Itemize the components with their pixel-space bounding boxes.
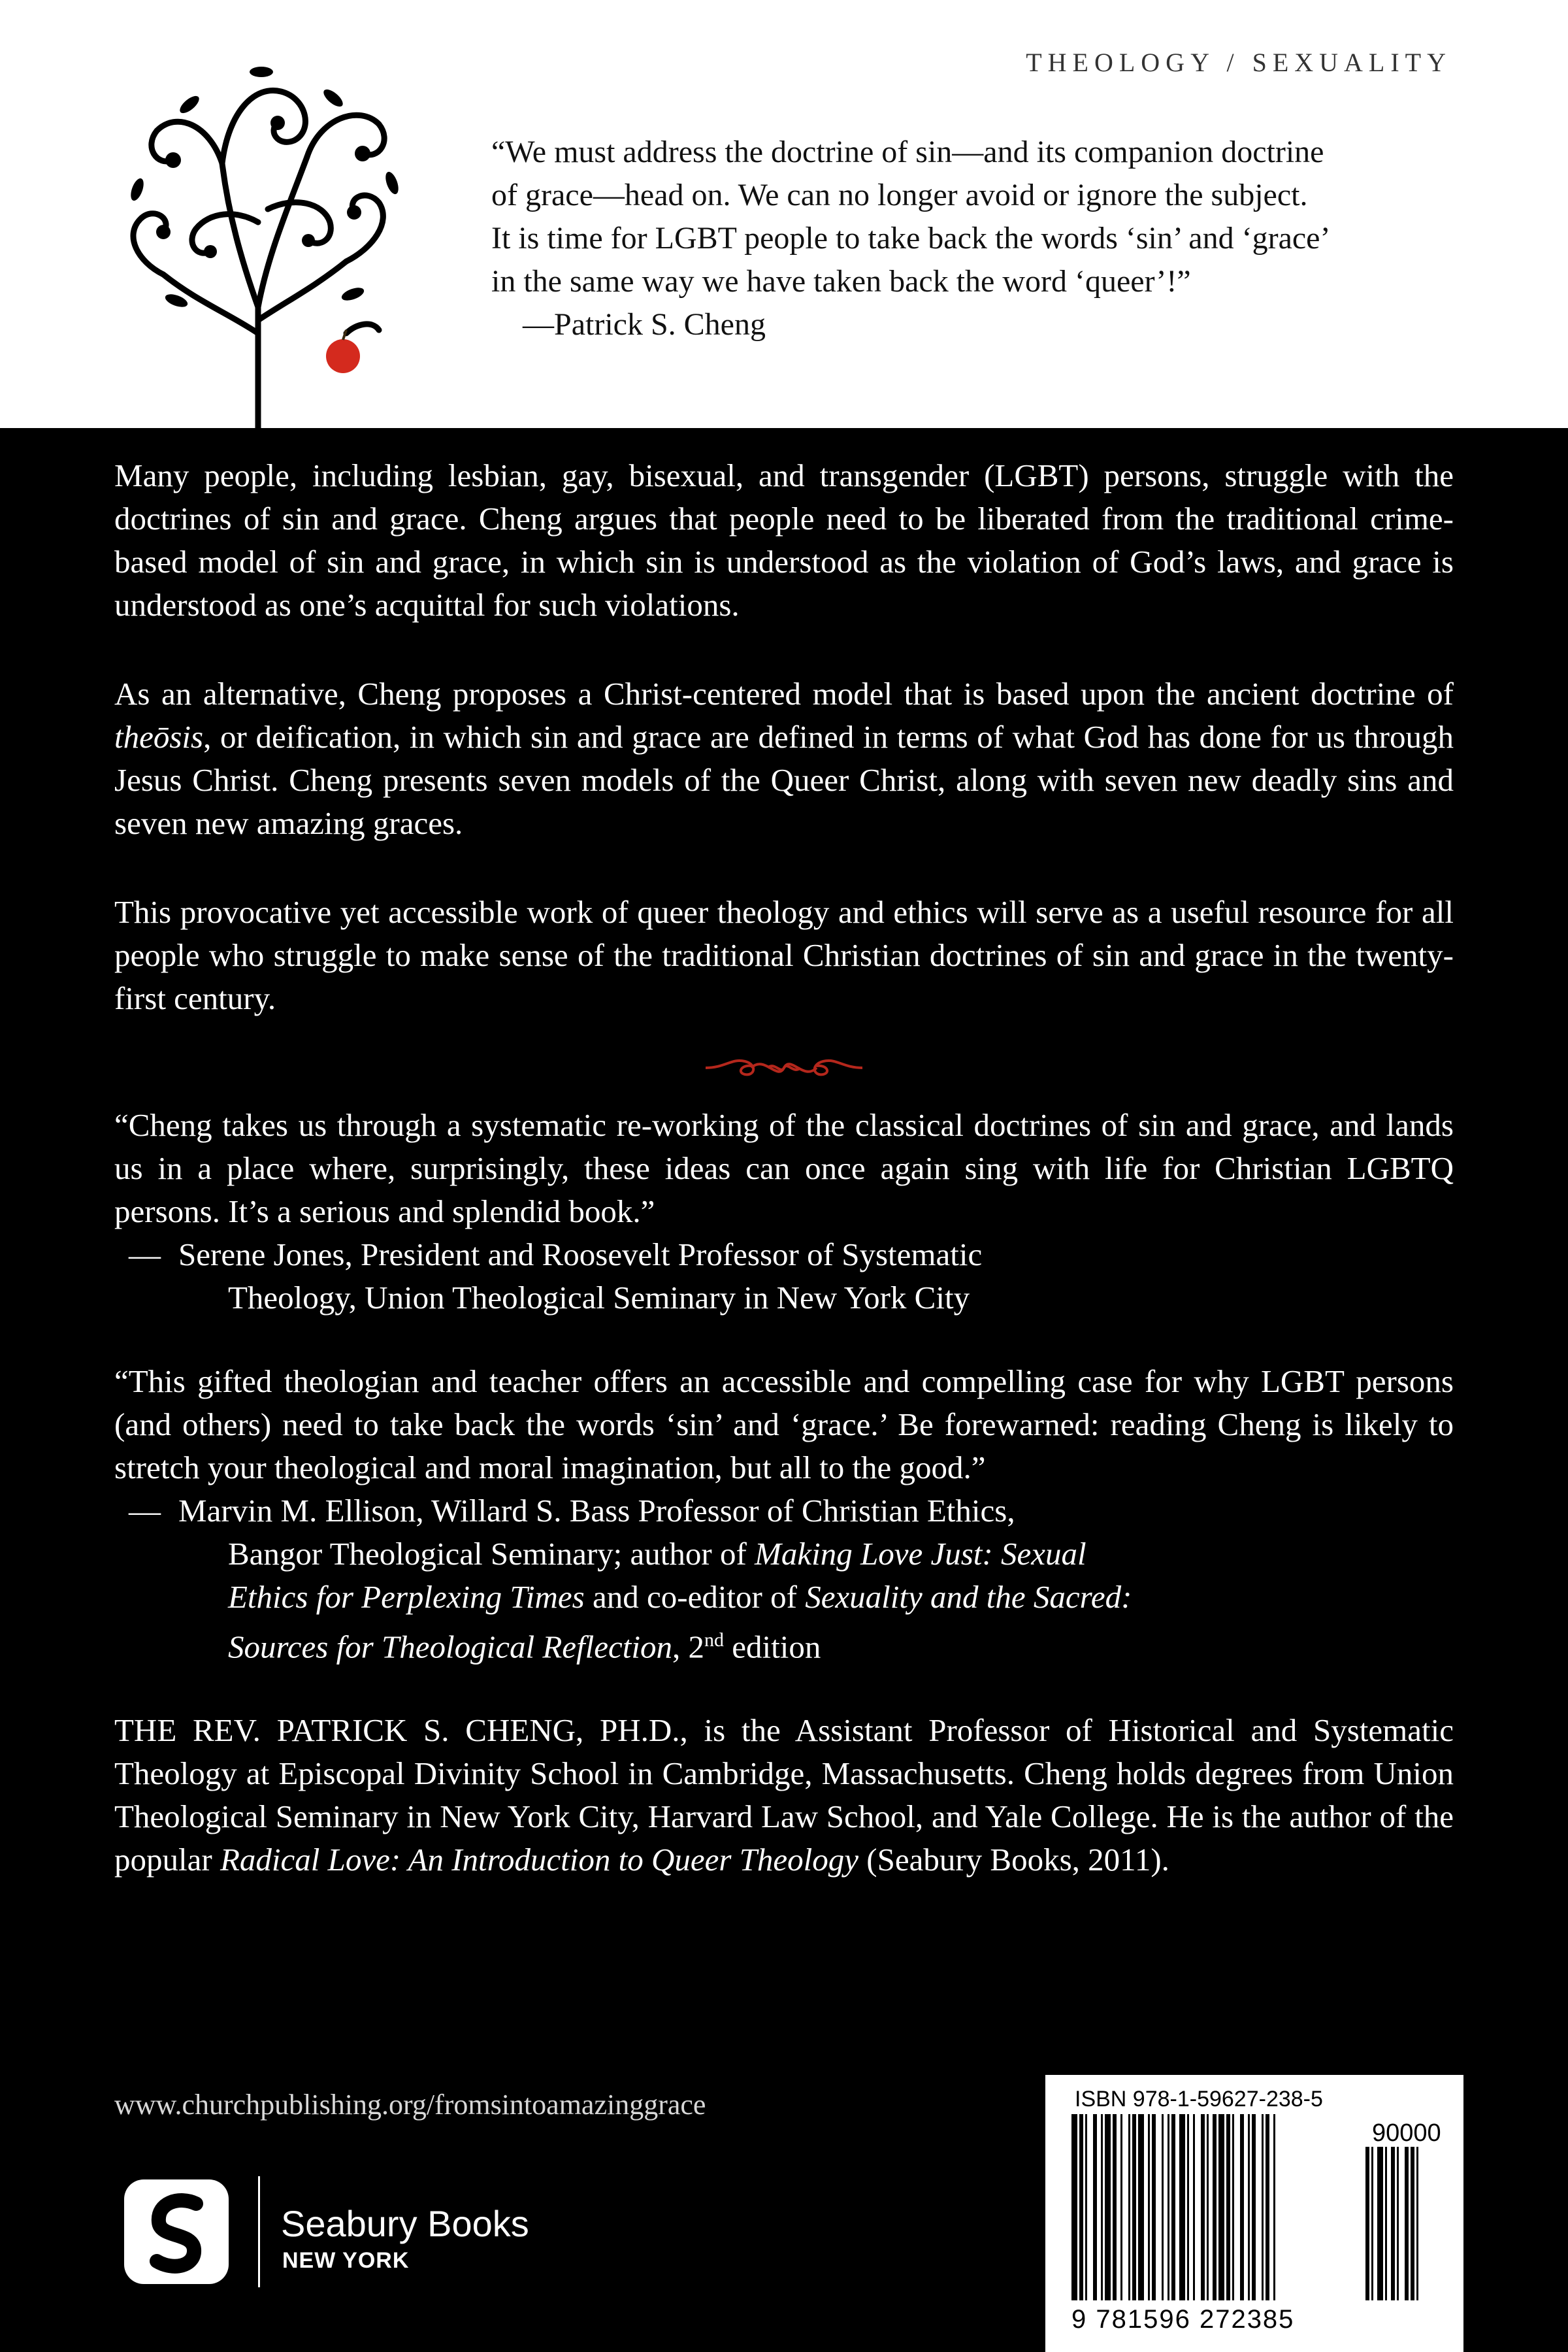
isbn-label: ISBN 978-1-59627-238-5 xyxy=(1075,2087,1323,2112)
description-text: , or deification, in which sin and grace are defined in terms of what God has done for us through Jesus Christ. Cheng presents seven models of the Queer Christ, along with seven new deadly sins and seven new amazing graces. xyxy=(114,719,1454,841)
attribution-line: Marvin M. Ellison, Willard S. Bass Professor of Christian Ethics, xyxy=(178,1493,1015,1529)
attribution-text: , 2 xyxy=(672,1629,704,1665)
book-title: Sexuality and the Sacred: xyxy=(805,1579,1132,1615)
apple-icon xyxy=(326,339,360,373)
description-paragraph-3: This provocative yet accessible work of queer theology and ethics will serve as a useful resource for all people who struggle to make sense of the traditional Christian doctrines of sin and grace in the twenty-first century. xyxy=(114,894,1454,1016)
book-title: Making Love Just: Sexual xyxy=(755,1536,1086,1572)
description-text: As an alternative, Cheng proposes a Christ-centered model that is based upon the ancient doctrine of xyxy=(114,676,1454,712)
quote-attribution: —Patrick S. Cheng xyxy=(523,307,766,342)
barcode-panel xyxy=(1045,2075,1463,2352)
description-paragraph-1: Many people, including lesbian, gay, bisexual, and transgender (LGBT) persons, struggle with the doctrines of sin and grace. Cheng argues that people need to be liberated from the traditional crime-based model of sin and grace, in which sin is understood as the violation of God’s laws, and grace is understood as one’s acquittal for such violations. xyxy=(114,457,1454,623)
attribution-text: Bangor Theological Seminary; author of xyxy=(228,1536,755,1572)
book-title: Ethics for Perplexing Times xyxy=(228,1579,585,1615)
publisher-name: Seabury Books xyxy=(281,2203,529,2244)
ordinal-suffix: nd xyxy=(704,1629,724,1651)
pull-quote xyxy=(491,131,1458,346)
review-attribution xyxy=(114,1489,1454,1668)
attribution-line: Serene Jones, President and Roosevelt Professor of Systematic xyxy=(178,1236,983,1272)
attribution-text: edition xyxy=(723,1629,821,1665)
barcode-icon xyxy=(1071,2114,1437,2304)
quote-line: It is time for LGBT people to take back the words ‘sin’ and ‘grace’ xyxy=(491,221,1331,256)
attribution-text: and co-editor of xyxy=(584,1579,806,1615)
flourish-divider-icon xyxy=(699,1052,869,1084)
book-title: Sources for Theological Reflection xyxy=(228,1629,672,1665)
quote-line: in the same way we have taken back the word ‘queer’!” xyxy=(491,264,1191,299)
barcode-digits: 9 781596 272385 xyxy=(1071,2305,1295,2334)
bio-text: (Seabury Books, 2011). xyxy=(858,1842,1169,1878)
description-paragraph-2 xyxy=(114,672,1454,845)
logo-divider xyxy=(258,2176,260,2287)
quote-line: “We must address the doctrine of sin—and its companion doctrine xyxy=(491,135,1324,169)
attribution-line xyxy=(114,1532,1454,1576)
publisher-city: NEW YORK xyxy=(282,2248,410,2273)
quote-line: of grace—head on. We can no longer avoid or ignore the subject. xyxy=(491,178,1308,212)
attribution-dash: — xyxy=(129,1493,161,1529)
tree-illustration-icon xyxy=(98,26,425,431)
price-code: 90000 xyxy=(1372,2119,1441,2147)
attribution-line: Theology, Union Theological Seminary in New York City xyxy=(228,1280,970,1316)
publisher-logo xyxy=(121,2176,591,2287)
attribution-line xyxy=(114,1619,1454,1668)
publisher-url-link[interactable]: www.churchpublishing.org/fromsintoamazinggrace xyxy=(114,2089,706,2121)
attribution-dash: — xyxy=(129,1236,161,1272)
review-attribution xyxy=(114,1233,1454,1319)
attribution-line xyxy=(114,1576,1454,1619)
book-title: Radical Love: An Introduction to Queer Theology xyxy=(220,1842,859,1878)
header-panel xyxy=(0,0,1568,428)
category-label: THEOLOGY / SEXUALITY xyxy=(1026,48,1452,77)
theosis-term: theōsis xyxy=(114,719,204,755)
review-text: “Cheng takes us through a systematic re-working of the classical doctrines of sin and grace, and lands us in a place where, surprisingly, these ideas can once again sing with life for Christian LGBTQ persons. It’s a serious and splendid book.” xyxy=(114,1107,1454,1229)
review-serene-jones xyxy=(114,1104,1454,1319)
review-marvin-ellison xyxy=(114,1360,1454,1668)
bio-text: THE REV. PATRICK S. CHENG, PH.D., is the Assistant Professor of Historical and Systematic Theology at Episcopal Divinity School in Cambridge, Massachusetts. Cheng holds degrees from Union Theological Seminary in New York City, Harvard Law School, and Yale College. He is the author of the popular xyxy=(114,1712,1454,1878)
author-bio xyxy=(114,1709,1454,1881)
back-cover-body xyxy=(114,454,1454,1881)
review-text: “This gifted theologian and teacher offers an accessible and compelling case for why LGBT persons (and others) need to take back the words ‘sin’ and ‘grace.’ Be forewarned: reading Cheng is likely to stretch your theological and moral imagination, but all to the good.” xyxy=(114,1363,1454,1485)
seabury-logo-icon xyxy=(121,2176,232,2287)
